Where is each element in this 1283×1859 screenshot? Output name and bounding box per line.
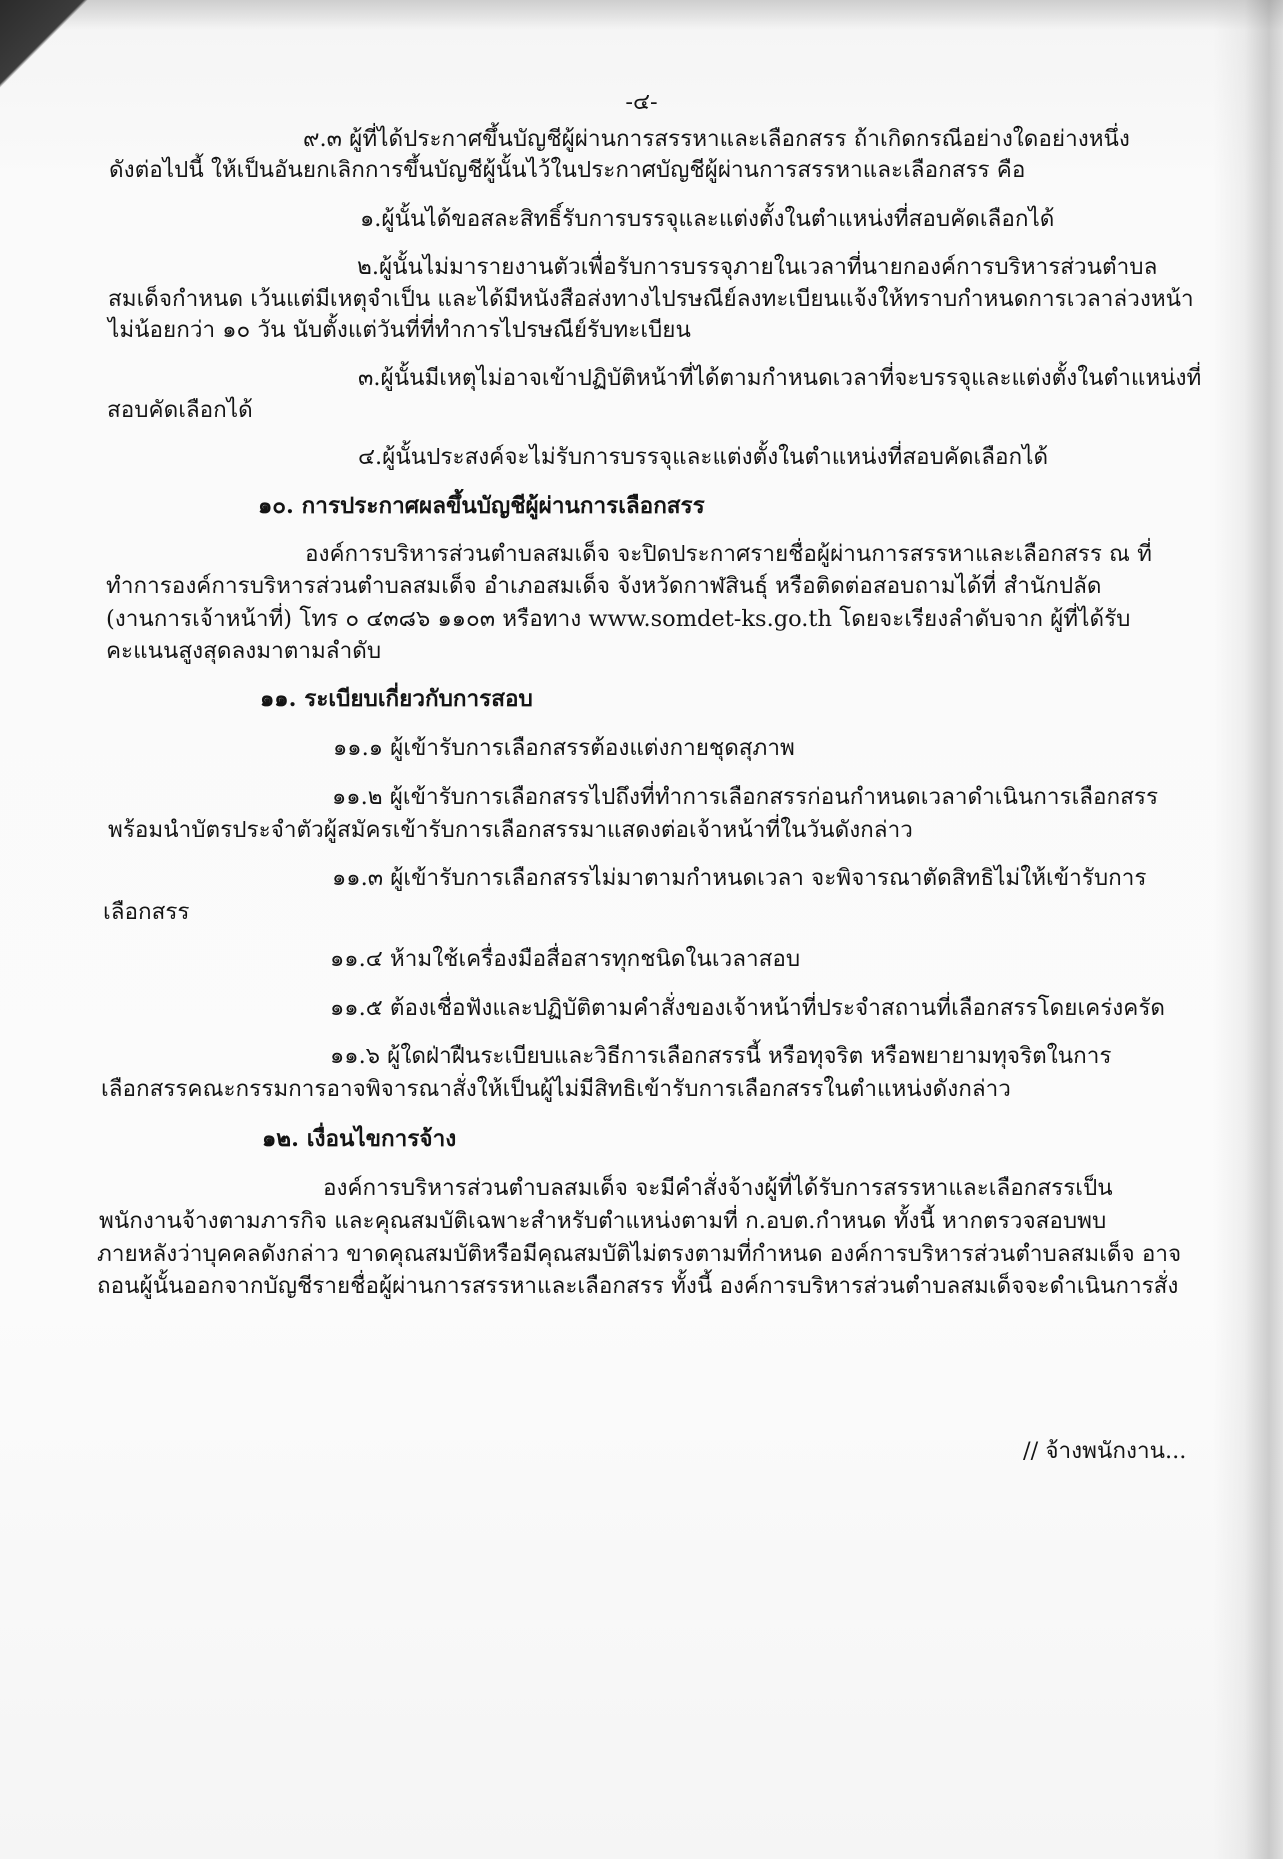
paragraph-9-3-line-1: ๙.๓ ผู้ที่ได้ประกาศขึ้นบัญชีผู้ผ่านการสรรหาและเลือกสรร ถ้าเกิดกรณีอย่างใดอย่างหนึ่ง (303, 126, 1130, 152)
item-11-6-line-2: เลือกสรรคณะกรรมการอาจพิจารณาสั่งให้เป็นผู้ไม่มีสิทธิเข้ารับการเลือกสรรในตำแหน่งดังกล่าว (101, 1076, 1011, 1102)
item-11-3-line-2: เลือกสรร (103, 899, 190, 925)
item-2-line-1: ๒.ผู้นั้นไม่มารายงานตัวเพื่อรับการบรรจุภายในเวลาที่นายกองค์การบริหารส่วนตำบล (357, 254, 1158, 280)
item-1: ๑.ผู้นั้นได้ขอสละสิทธิ์รับการบรรจุและแต่งตั้งในตำแหน่งที่สอบคัดเลือกได้ (360, 206, 1055, 232)
item-11-5: ๑๑.๕ ต้องเชื่อฟังและปฏิบัติตามคำสั่งของเจ้าหน้าที่ประจำสถานที่เลือกสรรโดยเคร่งครัด (330, 995, 1166, 1021)
item-11-1: ๑๑.๑ ผู้เข้ารับการเลือกสรรต้องแต่งกายชุดสุภาพ (333, 735, 795, 761)
continuation-note: // จ้างพนักงาน... (1023, 1438, 1187, 1464)
item-2-line-2: สมเด็จกำหนด เว้นแต่มีเหตุจำเป็น และได้มีหนังสือส่งทางไปรษณีย์ลงทะเบียนแจ้งให้ทราบกำหนดการเวลาล่วงหน้า (108, 286, 1194, 312)
page-number: -๔- (625, 89, 658, 115)
item-11-3-line-1: ๑๑.๓ ผู้เข้ารับการเลือกสรรไม่มาตามกำหนดเวลา จะพิจารณาตัดสิทธิไม่ให้เข้ารับการ (332, 865, 1147, 891)
section-12-heading: ๑๒. เงื่อนไขการจ้าง (262, 1126, 457, 1152)
paragraph-9-3-line-2: ดังต่อไปนี้ ให้เป็นอันยกเลิกการขึ้นบัญชีผู้นั้นไว้ในประกาศบัญชีผู้ผ่านการสรรหาและเลือกสรร คือ (109, 157, 1026, 183)
item-11-2-line-1: ๑๑.๒ ผู้เข้ารับการเลือกสรรไปถึงที่ทำการเลือกสรรก่อนกำหนดเวลาดำเนินการเลือกสรร (332, 784, 1159, 810)
scan-edge-shadow (1213, 0, 1283, 1859)
section-12-line-1: องค์การบริหารส่วนตำบลสมเด็จ จะมีคำสั่งจ้างผู้ที่ได้รับการสรรหาและเลือกสรรเป็น (323, 1175, 1113, 1201)
scan-top-shadow (0, 0, 1283, 30)
section-12-line-3: ภายหลังว่าบุคคลดังกล่าว ขาดคุณสมบัติหรือมีคุณสมบัติไม่ตรงตามที่กำหนด องค์การบริหารส่วนตำบลสมเด็จ อาจ (97, 1241, 1182, 1267)
item-4: ๔.ผู้นั้นประสงค์จะไม่รับการบรรจุและแต่งตั้งในตำแหน่งที่สอบคัดเลือกได้ (358, 444, 1049, 470)
item-11-6-line-1: ๑๑.๖ ผู้ใดฝ่าฝืนระเบียบและวิธีการเลือกสรรนี้ หรือทุจริต หรือพยายามทุจริตในการ (330, 1043, 1112, 1069)
item-11-4: ๑๑.๔ ห้ามใช้เครื่องมือสื่อสารทุกชนิดในเวลาสอบ (330, 946, 801, 972)
section-10-line-1: องค์การบริหารส่วนตำบลสมเด็จ จะปิดประกาศรายชื่อผู้ผ่านการสรรหาและเลือกสรร ณ ที่ (305, 541, 1152, 567)
section-12-line-4: ถอนผู้นั้นออกจากบัญชีรายชื่อผู้ผ่านการสรรหาและเลือกสรร ทั้งนี้ องค์การบริหารส่วนตำบลสมเด็จจะดำเนินการสั่ง (97, 1273, 1179, 1299)
item-11-2-line-2: พร้อมนำบัตรประจำตัวผู้สมัครเข้ารับการเลือกสรรมาแสดงต่อเจ้าหน้าที่ในวันดังกล่าว (108, 817, 913, 843)
item-3-line-1: ๓.ผู้นั้นมีเหตุไม่อาจเข้าปฏิบัติหน้าที่ได้ตามกำหนดเวลาที่จะบรรจุและแต่งตั้งในตำแหน่งที่ (358, 365, 1202, 391)
item-2-line-3: ไม่น้อยกว่า ๑๐ วัน นับตั้งแต่วันที่ที่ทำการไปรษณีย์รับทะเบียน (108, 317, 691, 343)
section-10-line-2: ทำการองค์การบริหารส่วนตำบลสมเด็จ อำเภอสมเด็จ จังหวัดกาฬสินธุ์ หรือติดต่อสอบถามได้ที่ สำนักปลัด (106, 573, 1102, 599)
item-3-line-2: สอบคัดเลือกได้ (107, 397, 253, 423)
section-11-heading: ๑๑. ระเบียบเกี่ยวกับการสอบ (260, 686, 533, 712)
section-10-heading: ๑๐. การประกาศผลขึ้นบัญชีผู้ผ่านการเลือกสรร (258, 493, 705, 519)
section-10-line-4: คะแนนสูงสุดลงมาตามลำดับ (106, 638, 382, 664)
section-10-line-3: (งานการเจ้าหน้าที่) โทร ๐ ๔๓๘๖ ๑๑๐๓ หรือทาง www.somdet-ks.go.th โดยจะเรียงลำดับจาก ผู้ที่ได้รับ (106, 606, 1131, 632)
section-12-line-2: พนักงานจ้างตามภารกิจ และคุณสมบัติเฉพาะสำหรับตำแหน่งตามที่ ก.อบต.กำหนด ทั้งนี้ หากตรวจสอบพบ (99, 1208, 1107, 1234)
